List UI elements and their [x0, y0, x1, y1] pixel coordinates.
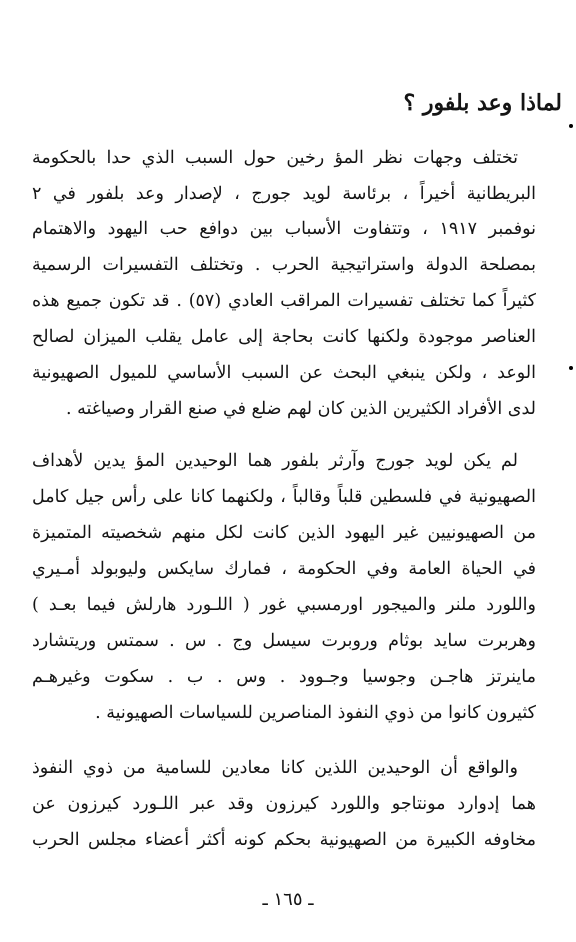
paragraph-1-line-7: الوعد ، ولكن ينبغي البحث عن السبب الأساسي للميول الصهيونية — [32, 363, 536, 383]
paragraph-1-line-1: تختلف وجهات نظر المؤ رخين حول السبب الذي حدا بالحكومة — [32, 148, 518, 168]
paragraph-2-line-3: من الصهيونيين غير اليهود الذين كانت لكل منهم شخصيته المتميزة — [32, 523, 536, 543]
paragraph-1-line-8: لدى الأفراد الكثيرين الذين كان لهم ضلع في صنع القرار وصياغته . — [65, 399, 536, 419]
paragraph-2-line-2: الصهيونية في فلسطين قلباً وقالباً ، ولكنهما كانا على رأس جيل كامل — [32, 487, 536, 507]
paragraph-2-line-4: في الحياة العامة وفي الحكومة ، فمارك سايكس وليوبولد أمـيري — [32, 559, 536, 579]
paragraph-2-line-1: لم يكن لويد جورج وآرثر بلفور هما الوحيدين المؤ يدين لأهداف — [32, 451, 518, 471]
paragraph-3-line-1: والواقع أن الوحيدين اللذين كانا معادين للسامية من ذوي النفوذ — [32, 758, 518, 778]
page-number: ـ ١٦٥ ـ — [262, 889, 314, 910]
paragraph-3-line-3: مخاوفه الكبيرة من الصهيونية بحكم كونه أكثر أعضاء مجلس الحرب — [32, 830, 536, 850]
paragraph-2-line-8: كثيرون كانوا من ذوي النفوذ المناصرين للسياسات الصهيونية . — [95, 703, 536, 723]
paragraph-2-line-7: ماينرتز هاجـن وجوسيا وجـوود . وس . ب . سكوت وغيرهـم — [32, 667, 536, 687]
paragraph-1-line-5: كثيراً كما تختلف تفسيرات المراقب العادي (٥٧) . قد تكون جميع هذه — [32, 291, 537, 311]
paragraph-2-line-6: وهربرت سايد بوثام وروبرت سيسل وج . س . سمتس وريتشارد — [32, 631, 536, 651]
margin-mark — [569, 366, 573, 370]
paragraph-3-line-2: هما إدوارد مونتاجو واللورد كيرزون وقد عبر اللـورد كيرزون عن — [32, 794, 536, 814]
section-heading: لماذا وعد بلفور ؟ — [403, 90, 562, 116]
paragraph-1-line-2: البريطانية أخيراً ، برئاسة لويد جورج ، لإصدار وعد بلفور في ٢ — [32, 184, 536, 204]
paragraph-2-line-5: واللورد ملنر والميجور اورمسبي غور ( اللـورد هارلش فيما بعـد ) — [32, 595, 536, 615]
paragraph-1-line-3: نوفمبر ١٩١٧ ، وتتفاوت الأسباب بين دوافع حب اليهود والاهتمام — [32, 219, 536, 239]
margin-mark — [569, 124, 573, 128]
paragraph-1-line-4: بمصلحة الدولة واستراتيجية الحرب . وتختلف التفسيرات الرسمية — [32, 255, 536, 275]
paragraph-1-line-6: العناصر موجودة ولكنها كانت بحاجة إلى عامل يقلب الميزان لصالح — [32, 327, 536, 347]
